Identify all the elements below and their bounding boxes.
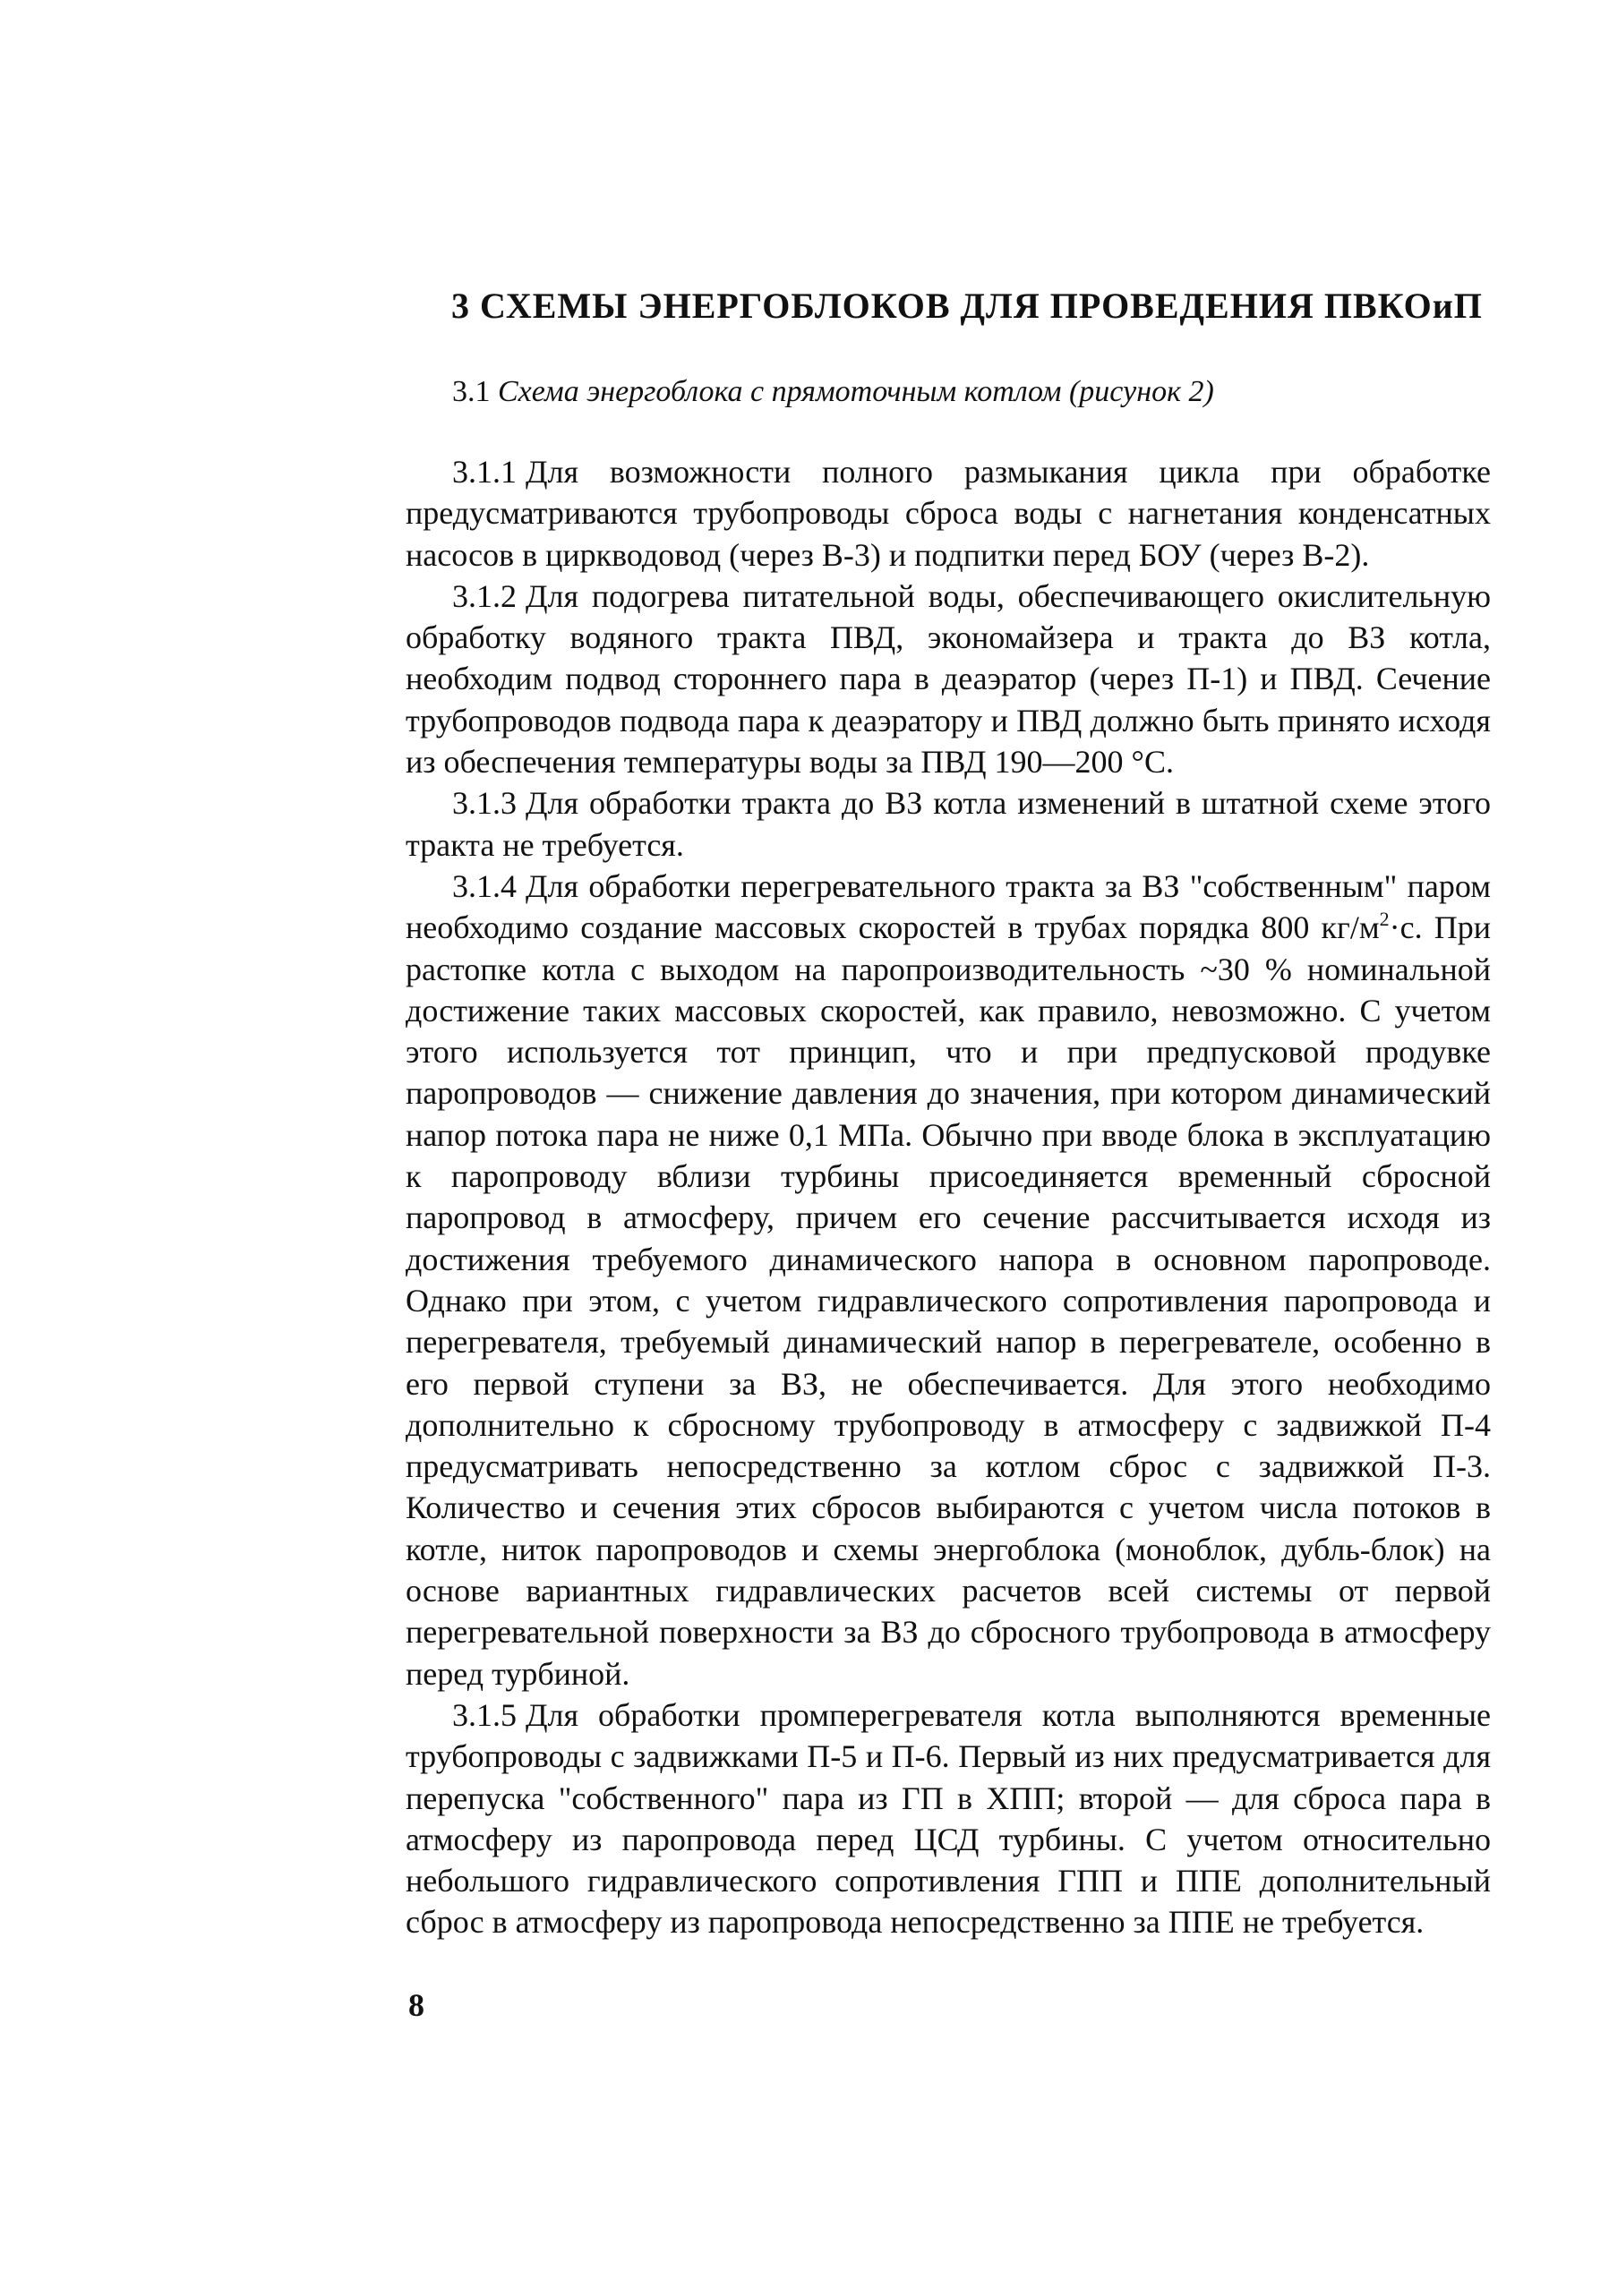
paragraph-text-before: Для обработки перегревательного тракта за ВЗ "собственным" паром необходимо создание массовых скоростей в трубах порядка 800 кг/м bbox=[406, 867, 1491, 946]
paragraph-number: 3.1.5 bbox=[452, 1696, 517, 1733]
paragraph-text: Для возможности полного размыкания цикла при обработке предусматриваются трубопроводы сброса воды с нагнетания конденсатных насосов в циркводовод (через В-3) и подпитки перед БОУ (через В-2). bbox=[406, 454, 1491, 573]
paragraph-number: 3.1.3 bbox=[452, 785, 517, 822]
subsection-heading bbox=[452, 374, 1491, 411]
paragraph-3-1-4 bbox=[406, 866, 1491, 1694]
subsection-title: Схема энергоблока с прямоточным котлом (рисунок 2) bbox=[498, 375, 1214, 408]
body-text bbox=[406, 451, 1491, 1943]
paragraph-3-1-2 bbox=[406, 576, 1491, 782]
paragraph-text: Для обработки промперегревателя котла выполняются временные трубопроводы с задвижками П-5 и П-6. Первый из них предусматривается для перепуска "собственного" пара из ГП в ХПП; второй — для сброса пара в атмосферу из паропровода перед ЦСД турбины. С учетом относительно небольшого гидравлического сопротивления ГПП и ППЕ дополнительный сброс в атмосферу из паропровода непосредственно за ППЕ не требуется. bbox=[406, 1696, 1491, 1941]
paragraph-number: 3.1.4 bbox=[452, 867, 517, 904]
page-number: 8 bbox=[408, 1987, 424, 2023]
paragraph-3-1-5 bbox=[406, 1694, 1491, 1943]
section-heading: 3 СХЕМЫ ЭНЕРГОБЛОКОВ ДЛЯ ПРОВЕДЕНИЯ ПВКОиП bbox=[451, 286, 1483, 326]
paragraph-number: 3.1.2 bbox=[452, 577, 517, 614]
paragraph-text-after: ·с. При растопке котла с выходом на паропроизводительность ~30 % номинальной достижение таких массовых скоростей, как правило, невозможно. С учетом этого используется тот принцип, что и при предпусковой продувке паропроводов — снижение давления до значения, при котором динамический напор потока пара не ниже 0,1 МПа. Обычно при вводе блока в эксплуатацию к паропроводу вблизи турбины присоединяется временный сбросной паропровод в атмосферу, причем его сечение рассчитывается исходя из достижения требуемого динамического напора в основном паропроводе. Однако при этом, с учетом гидравлического сопротивления паропровода и перегревателя, требуемый динамический напор в перегревателе, особенно в его первой ступени за ВЗ, не обеспечивается. Для этого необходимо дополнительно к сбросному трубопроводу в атмосферу с задвижкой П-4 предусматривать непосредственно за котлом сброс с задвижкой П-3. Количество и сечения этих сбросов выбираются с учетом числа потоков в котле, ниток паропроводов и схемы энергоблока (моноблок, дубль-блок) на основе вариантных гидравлических расчетов всей системы от первой перегревательной поверхности за ВЗ до сбросного трубопровода в атмосферу перед турбиной. bbox=[406, 909, 1492, 1692]
paragraph-3-1-3 bbox=[406, 782, 1491, 866]
superscript-exponent: 2 bbox=[1379, 908, 1390, 931]
subsection-number: 3.1 bbox=[452, 375, 491, 408]
paragraph-number: 3.1.1 bbox=[452, 454, 517, 490]
paragraph-text: Для обработки тракта до ВЗ котла изменений в штатной схеме этого тракта не требуется. bbox=[406, 785, 1491, 863]
paragraph-3-1-1 bbox=[406, 451, 1491, 576]
paragraph-text: Для подогрева питательной воды, обеспечивающего окислительную обработку водяного тракта ПВД, экономайзера и тракта до ВЗ котла, необходим подвод стороннего пара в деаэратор (через П-1) и ПВД. Сечение трубопроводов подвода пара к деаэратору и ПВД должно быть принято исходя из обеспечения температуры воды за ПВД 190—200 °С. bbox=[406, 577, 1491, 781]
